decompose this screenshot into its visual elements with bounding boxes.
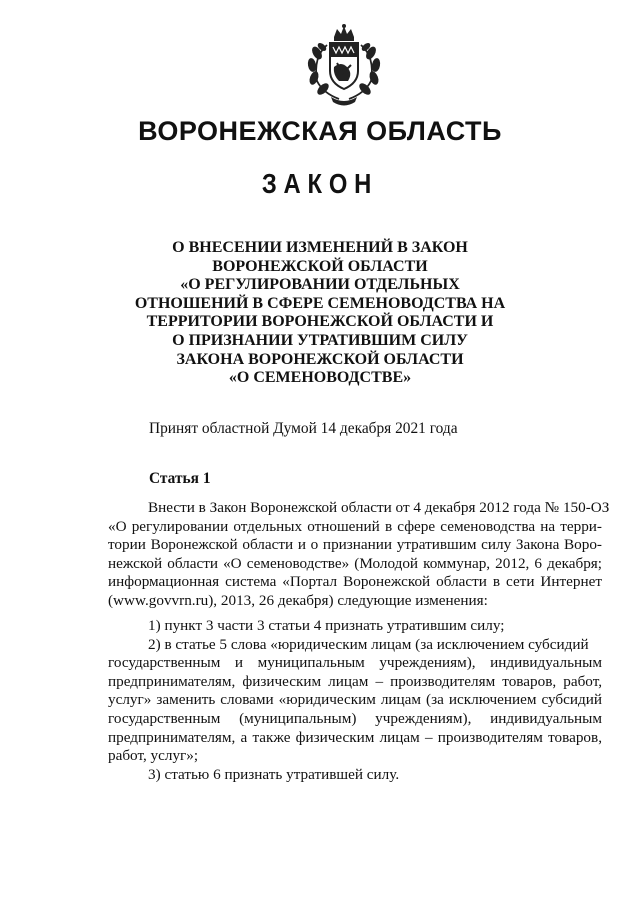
law-title-line: О ПРИЗНАНИИ УТРАТИВШИМ СИЛУ: [172, 331, 468, 349]
paragraph-line: предпринимателям, физическим лицам – производителям товаров, работ,: [108, 672, 602, 690]
amendment-items: [108, 617, 602, 784]
list-item: 1) пункт 3 части 3 статьи 4 признать утратившим силу;: [148, 617, 505, 634]
law-title: [0, 239, 640, 388]
paragraph-line: Внести в Закон Воронежской области от 4 декабря 2012 года № 150-ОЗ: [148, 499, 610, 516]
paragraph-line: государственным и муниципальным учреждениям), индивидуальным: [108, 654, 602, 672]
law-title-line: ОТНОШЕНИЙ В СФЕРЕ СЕМЕНОВОДСТВА НА: [134, 294, 506, 312]
paragraph-line: информационная система «Портал Воронежской области в сети Интернет: [108, 573, 602, 591]
paragraph-line: услуг» заменить словами «юридическим лицам (за исключением субсидий: [108, 691, 602, 709]
law-title-line: ТЕРРИТОРИИ ВОРОНЕЖСКОЙ ОБЛАСТИ И: [146, 313, 494, 331]
list-item: 2) в статье 5 слова «юридическим лицам (за исключением субсидий: [148, 635, 589, 653]
adoption-date-line: Принят областной Думой 14 декабря 2021 года: [149, 420, 458, 437]
law-title-line: «О СЕМЕНОВОДСТВЕ»: [228, 369, 412, 387]
law-title-line: ВОРОНЕЖСКОЙ ОБЛАСТИ: [212, 257, 428, 275]
region-title: ВОРОНЕЖСКАЯ ОБЛАСТЬ: [138, 116, 502, 146]
law-title-line: ЗАКОНА ВОРОНЕЖСКОЙ ОБЛАСТИ: [176, 350, 464, 368]
article-intro-paragraph: [108, 499, 610, 611]
paragraph-line: предпринимателям, а также физическим лицам – производителям товаров,: [108, 728, 602, 746]
paragraph-line: государственным (муниципальным) учреждениям), индивидуальным: [108, 709, 602, 727]
coat-of-arms-emblem: [303, 23, 385, 107]
list-item: 3) статью 6 признать утратившей силу.: [148, 765, 400, 783]
law-title-line: «О РЕГУЛИРОВАНИИ ОТДЕЛЬНЫХ: [180, 276, 460, 294]
law-title-line: О ВНЕСЕНИИ ИЗМЕНЕНИЙ В ЗАКОН: [172, 239, 468, 256]
paragraph-line: «О регулировании отдельных отношений в сфере семеноводства на терри-: [108, 517, 602, 535]
article-heading: Статья 1: [149, 470, 211, 487]
paragraph-line: нежской области «О семеноводстве» (Молодой коммунар, 2012, 6 декабря;: [108, 554, 602, 572]
document-type: ЗАКОН: [261, 168, 379, 199]
paragraph-line: тории Воронежской области и о признании утратившим силу Закона Воро-: [108, 536, 602, 554]
paragraph-line: работ, услуг»;: [108, 747, 199, 765]
paragraph-line: (www.govvrn.ru), 2013, 26 декабря) следующие изменения:: [108, 591, 488, 609]
